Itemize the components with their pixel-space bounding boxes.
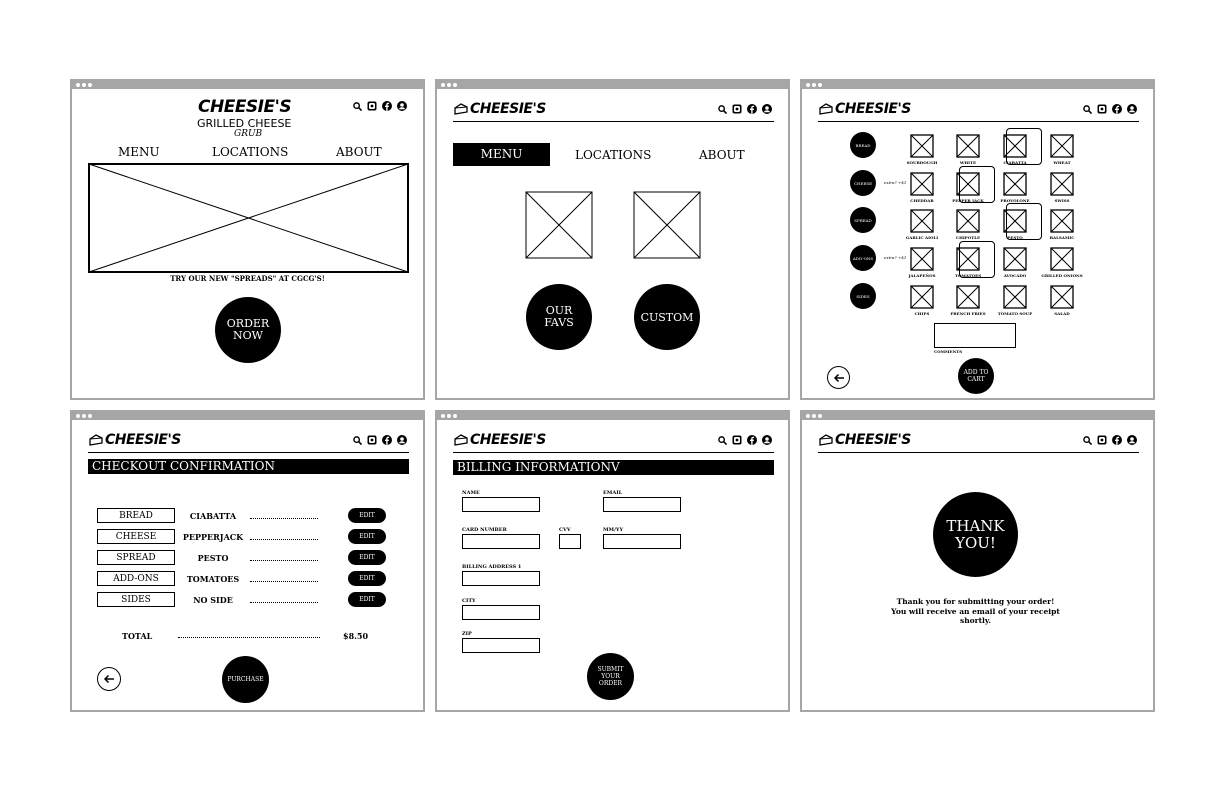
account-icon[interactable] xyxy=(1127,435,1137,445)
option-tile-image[interactable] xyxy=(956,172,980,196)
option-tile-label: SALAD xyxy=(1054,311,1070,316)
option-tile-image[interactable] xyxy=(910,247,934,271)
checkout-leader xyxy=(250,602,318,603)
checkout-page-frame xyxy=(70,410,425,712)
thank-you-badge xyxy=(933,492,1018,577)
browser-bar xyxy=(802,412,1153,420)
option-tile-label: CHIPS xyxy=(914,311,930,316)
brand-logo[interactable]: CHEESIE'S xyxy=(835,101,911,117)
option-tile-label: PEPPER JACK xyxy=(952,198,984,203)
city-input[interactable] xyxy=(462,605,540,620)
option-tile-image[interactable] xyxy=(956,134,980,158)
card-number-input[interactable] xyxy=(462,534,540,549)
checkout-choice: NO SIDE xyxy=(193,595,233,605)
account-icon[interactable] xyxy=(1127,104,1137,114)
thank-you-line1: THANK xyxy=(946,516,1005,535)
comments-input[interactable] xyxy=(934,323,1016,348)
name-label: NAME xyxy=(462,490,480,496)
order-now-button[interactable] xyxy=(215,297,281,363)
email-input[interactable] xyxy=(603,497,681,512)
facebook-icon[interactable] xyxy=(382,435,392,445)
arrow-left-icon xyxy=(103,674,115,684)
instagram-icon[interactable] xyxy=(1097,104,1107,114)
browser-bar xyxy=(437,81,788,89)
total-leader xyxy=(178,637,320,638)
instagram-icon[interactable] xyxy=(367,101,377,111)
option-tile-label: WHEAT xyxy=(1053,160,1071,165)
checkout-category-box: ADD-ONS xyxy=(97,571,175,586)
search-icon[interactable] xyxy=(718,436,727,445)
name-input[interactable] xyxy=(462,497,540,512)
header-divider xyxy=(453,121,774,122)
option-tile-image[interactable] xyxy=(1050,172,1074,196)
nav-about[interactable]: ABOUT xyxy=(336,145,382,159)
option-tile-image[interactable] xyxy=(1050,209,1074,233)
arrow-left-icon xyxy=(833,373,845,383)
add-to-cart-line1: ADD TO xyxy=(963,369,989,376)
checkout-category-box: SIDES xyxy=(97,592,175,607)
cheese-logo-icon xyxy=(454,434,468,446)
zip-label: ZIP xyxy=(462,631,472,637)
search-icon[interactable] xyxy=(353,102,362,111)
facebook-icon[interactable] xyxy=(747,104,757,114)
option-tile-label: TOMATO SOUP xyxy=(997,311,1033,316)
checkout-choice: PESTO xyxy=(197,553,229,563)
category-bread[interactable]: BREAD xyxy=(850,132,876,158)
cvv-label: CVV xyxy=(559,527,571,533)
purchase-button[interactable]: PURCHASE xyxy=(222,656,269,703)
account-icon[interactable] xyxy=(397,435,407,445)
add-to-cart-button[interactable] xyxy=(958,358,994,394)
edit-button[interactable]: EDIT xyxy=(348,529,386,544)
nav-locations[interactable]: LOCATIONS xyxy=(575,148,652,162)
custom-image-placeholder xyxy=(633,191,701,259)
card-number-label: CARD NUMBER xyxy=(462,527,507,533)
edit-button[interactable]: EDIT xyxy=(348,592,386,607)
nav-menu[interactable]: MENU xyxy=(118,145,160,159)
search-icon[interactable] xyxy=(353,436,362,445)
total-value: $8.50 xyxy=(343,631,369,641)
social-icons xyxy=(353,101,407,111)
option-tile-image[interactable] xyxy=(1003,134,1027,158)
category-sides[interactable]: SIDES xyxy=(850,283,876,309)
submit-line3: ORDER xyxy=(598,680,623,687)
option-tile-image[interactable] xyxy=(956,285,980,309)
mmyy-input[interactable] xyxy=(603,534,681,549)
comments-label: COMMENTS xyxy=(934,349,963,354)
option-tile-label: BALSAMIC xyxy=(1049,235,1075,240)
order-now-line1: ORDER xyxy=(226,317,270,330)
social-icons xyxy=(1083,104,1137,114)
social-icons xyxy=(718,104,772,114)
option-tile-image[interactable] xyxy=(1050,285,1074,309)
nav-menu-active[interactable]: MENU xyxy=(453,143,550,166)
facebook-icon[interactable] xyxy=(747,435,757,445)
brand-subtitle: GRILLED CHEESE xyxy=(197,117,292,130)
option-tile-label: SWISS xyxy=(1054,198,1070,203)
header-divider xyxy=(453,452,774,453)
back-arrow-button[interactable] xyxy=(97,667,121,691)
add-to-cart-line2: CART xyxy=(967,376,985,383)
thank-you-line2: YOU! xyxy=(955,533,996,552)
cheese-logo-icon xyxy=(819,103,833,115)
social-icons xyxy=(718,435,772,445)
option-tile-image[interactable] xyxy=(1003,172,1027,196)
order-now-line2: NOW xyxy=(233,329,263,342)
brand-logo[interactable]: CHEESIE'S xyxy=(470,432,546,448)
option-tile-image[interactable] xyxy=(1003,209,1027,233)
facebook-icon[interactable] xyxy=(1112,435,1122,445)
instagram-icon[interactable] xyxy=(732,104,742,114)
search-icon[interactable] xyxy=(1083,436,1092,445)
builder-page-frame xyxy=(800,79,1155,400)
total-label: TOTAL xyxy=(122,631,153,641)
option-tile-image[interactable] xyxy=(910,172,934,196)
menu-page-frame xyxy=(435,79,790,400)
category-spread[interactable]: SPREAD xyxy=(850,207,876,233)
category-add-ons[interactable]: ADD-ONS xyxy=(850,245,876,271)
thank-you-msg1: Thank you for submitting your order! xyxy=(896,597,1055,606)
option-tile-label: CHIPOTLE xyxy=(955,235,981,240)
option-tile-image[interactable] xyxy=(910,134,934,158)
option-tile-image[interactable] xyxy=(1050,247,1074,271)
checkout-leader xyxy=(250,539,318,540)
billing-page-frame xyxy=(435,410,790,712)
checkout-leader xyxy=(250,518,318,519)
cvv-input[interactable] xyxy=(559,534,581,549)
checkout-choice: PEPPERJACK xyxy=(182,532,244,542)
search-icon[interactable] xyxy=(718,105,727,114)
custom-button[interactable]: CUSTOM xyxy=(634,284,700,350)
browser-bar xyxy=(437,412,788,420)
billing-address-label: BILLING ADDRESS 1 xyxy=(462,564,522,570)
option-tile-label: JALAPEÑOS xyxy=(908,273,936,278)
our-favs-button[interactable] xyxy=(526,284,592,350)
thank-you-msg2: You will receive an email of your receipt xyxy=(891,606,1060,616)
mmyy-label: MM/YY xyxy=(603,527,624,533)
instagram-icon[interactable] xyxy=(367,435,377,445)
edit-button[interactable]: EDIT xyxy=(348,571,386,586)
brand-logo[interactable]: CHEESIE'S xyxy=(105,432,181,448)
checkout-category-box: CHEESE xyxy=(97,529,175,544)
option-tile-image[interactable] xyxy=(956,247,980,271)
billing-address-input[interactable] xyxy=(462,571,540,586)
category-cheese[interactable]: CHEESE xyxy=(850,170,876,196)
option-tile-image[interactable] xyxy=(1050,134,1074,158)
browser-bar xyxy=(802,81,1153,89)
favs-line1: OUR xyxy=(545,304,573,317)
checkout-header: CHECKOUT CONFIRMATION xyxy=(88,459,409,474)
extra-addons-label: extra? +$1 xyxy=(884,255,907,260)
home-page-frame xyxy=(70,79,425,400)
checkout-category-box: BREAD xyxy=(97,508,175,523)
submit-order-button[interactable] xyxy=(587,653,634,700)
checkout-leader xyxy=(250,560,318,561)
option-tile-image[interactable] xyxy=(910,285,934,309)
checkout-leader xyxy=(250,581,318,582)
cheese-logo-icon xyxy=(89,434,103,446)
header-divider xyxy=(818,121,1139,122)
favs-image-placeholder xyxy=(525,191,593,259)
email-label: EMAIL xyxy=(603,490,623,496)
thank-you-page-frame xyxy=(800,410,1155,712)
search-icon[interactable] xyxy=(1083,105,1092,114)
option-tile-label: WHITE xyxy=(959,160,977,165)
back-arrow-button[interactable] xyxy=(827,366,850,389)
hero-image-placeholder xyxy=(88,163,409,273)
browser-bar xyxy=(72,412,423,420)
option-tile-label: PROVOLONE xyxy=(1000,198,1030,203)
option-tile-image[interactable] xyxy=(1003,285,1027,309)
account-icon[interactable] xyxy=(762,435,772,445)
account-icon[interactable] xyxy=(397,101,407,111)
instagram-icon[interactable] xyxy=(732,435,742,445)
checkout-category-box: SPREAD xyxy=(97,550,175,565)
account-icon[interactable] xyxy=(762,104,772,114)
billing-header: BILLING INFORMATIONV xyxy=(453,460,774,475)
brand-logo[interactable]: CHEESIE'S xyxy=(470,101,546,117)
option-tile-label: GRILLED ONIONS xyxy=(1041,273,1083,278)
browser-bar xyxy=(72,81,423,89)
checkout-choice: CIABATTA xyxy=(189,511,237,521)
thank-you-message xyxy=(802,597,1149,626)
thank-you-msg3: shortly. xyxy=(959,616,992,625)
facebook-icon[interactable] xyxy=(382,101,392,111)
zip-input[interactable] xyxy=(462,638,540,653)
brand-tagline: GRUB xyxy=(234,129,263,139)
social-icons xyxy=(353,435,407,445)
option-tile-label: PESTO xyxy=(1007,235,1023,240)
option-tile-label: GARLIC AIOLI xyxy=(905,235,939,240)
brand-logo[interactable]: CHEESIE'S xyxy=(835,432,911,448)
option-tile-label: FRENCH FRIES xyxy=(950,311,986,316)
edit-button[interactable]: EDIT xyxy=(348,550,386,565)
nav-locations[interactable]: LOCATIONS xyxy=(212,145,289,159)
option-tile-label: AVOCADO xyxy=(1003,273,1027,278)
option-tile-image[interactable] xyxy=(956,209,980,233)
cheese-logo-icon xyxy=(819,434,833,446)
cheese-logo-icon xyxy=(454,103,468,115)
nav-about[interactable]: ABOUT xyxy=(699,148,745,162)
instagram-icon[interactable] xyxy=(1097,435,1107,445)
header-divider xyxy=(818,452,1139,453)
option-tile-image[interactable] xyxy=(910,209,934,233)
checkout-choice: TOMATOES xyxy=(186,574,240,584)
option-tile-image[interactable] xyxy=(1003,247,1027,271)
city-label: CITY xyxy=(462,598,476,604)
submit-line2: YOUR xyxy=(601,673,620,680)
promo-text: TRY OUR NEW "SPREADS" AT CGCG'S! xyxy=(170,274,325,283)
option-tile-label: CHEDDAR xyxy=(910,198,934,203)
edit-button[interactable]: EDIT xyxy=(348,508,386,523)
favs-line2: FAVS xyxy=(544,316,574,329)
option-tile-label: TOMATOES xyxy=(954,273,982,278)
header-divider xyxy=(88,452,409,453)
extra-cheese-label: extra? +$1 xyxy=(884,180,907,185)
social-icons xyxy=(1083,435,1137,445)
submit-line1: SUBMIT xyxy=(597,666,624,673)
facebook-icon[interactable] xyxy=(1112,104,1122,114)
brand-logo[interactable]: CHEESIE'S xyxy=(198,97,292,117)
option-tile-label: SOURDOUGH xyxy=(906,160,938,165)
option-tile-label: CIABATTA xyxy=(1003,160,1027,165)
